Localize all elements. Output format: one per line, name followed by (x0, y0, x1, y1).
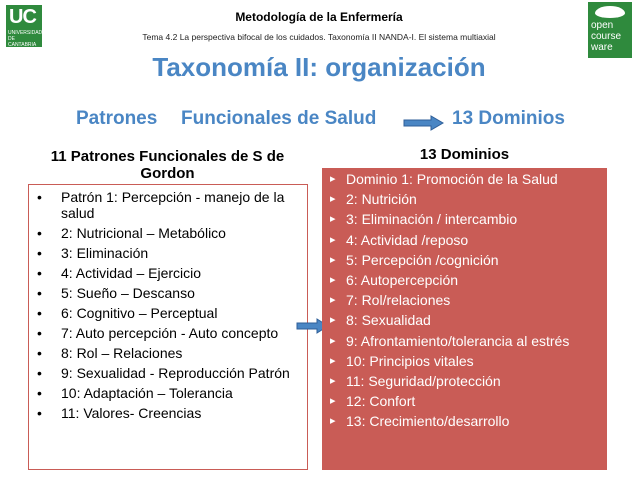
list-item: ▸ 4: Actividad /reposo (322, 232, 607, 248)
arrow-right-icon (403, 115, 445, 131)
list-item: • 11: Valores- Creencias (29, 405, 307, 421)
slide-title: Taxonomía II: organización (152, 52, 486, 82)
functional-health-label: Funcionales de Salud (181, 108, 377, 129)
course-title: Metodología de la Enfermería (235, 10, 403, 24)
domains-list (322, 168, 607, 429)
list-item: • 9: Sexualidad - Reproducción Patrón (29, 365, 307, 381)
list-item: ▸ 6: Autopercepción (322, 272, 607, 288)
list-item: ▸ 11: Seguridad/protección (322, 373, 607, 389)
list-item: • 2: Nutricional – Metabólico (29, 225, 307, 241)
list-item: ▸ 3: Eliminación / intercambio (322, 211, 607, 227)
list-item: • 6: Cognitivo – Perceptual (29, 305, 307, 321)
functional-patterns-list (29, 185, 307, 421)
ocw-logo-line: open (591, 20, 614, 31)
list-item: • 7: Auto percepción - Auto concepto (29, 325, 307, 341)
list-item: ▸ 7: Rol/relaciones (322, 292, 607, 308)
list-item: • 3: Eliminación (29, 245, 307, 261)
uc-logo-letters: UC (9, 6, 36, 28)
functional-patterns-box (28, 184, 308, 470)
domains-box (322, 168, 607, 470)
list-item: ▸ 12: Confort (322, 393, 607, 409)
list-item: ▸ 13: Crecimiento/desarrollo (322, 413, 607, 429)
list-item: ▸ 10: Principios vitales (322, 353, 607, 369)
list-item: • 4: Actividad – Ejercicio (29, 265, 307, 281)
patterns-label: Patrones (76, 108, 158, 129)
list-item: ▸ 2: Nutrición (322, 191, 607, 207)
list-item: ▸ 8: Sexualidad (322, 312, 607, 328)
domains-title: 13 Dominios (419, 146, 510, 163)
list-item: • Patrón 1: Percepción - manejo de la salud (29, 189, 307, 221)
list-item: ▸ 5: Percepción /cognición (322, 252, 607, 268)
ocw-logo-line: course (591, 31, 622, 42)
list-item: • 10: Adaptación – Tolerancia (29, 385, 307, 401)
lesson-subtitle: Tema 4.2 La perspectiva bifocal de los cuidados. Taxonomía II NANDA-I. El sistema multiaxial (142, 32, 496, 42)
ocw-logo-line: ware (591, 42, 613, 53)
list-item: ▸ Dominio 1: Promoción de la Salud (322, 171, 607, 187)
uc-logo-text: UNIVERSIDAD DE CANTABRIA (8, 30, 43, 48)
list-item: • 5: Sueño – Descanso (29, 285, 307, 301)
functional-patterns-title: 11 Patrones Funcionales de S de Gordon (50, 148, 285, 182)
list-item: ▸ 9: Afrontamiento/tolerancia al estrés (322, 333, 607, 349)
list-item: • 8: Rol – Relaciones (29, 345, 307, 361)
domains-label: 13 Dominios (452, 108, 565, 129)
